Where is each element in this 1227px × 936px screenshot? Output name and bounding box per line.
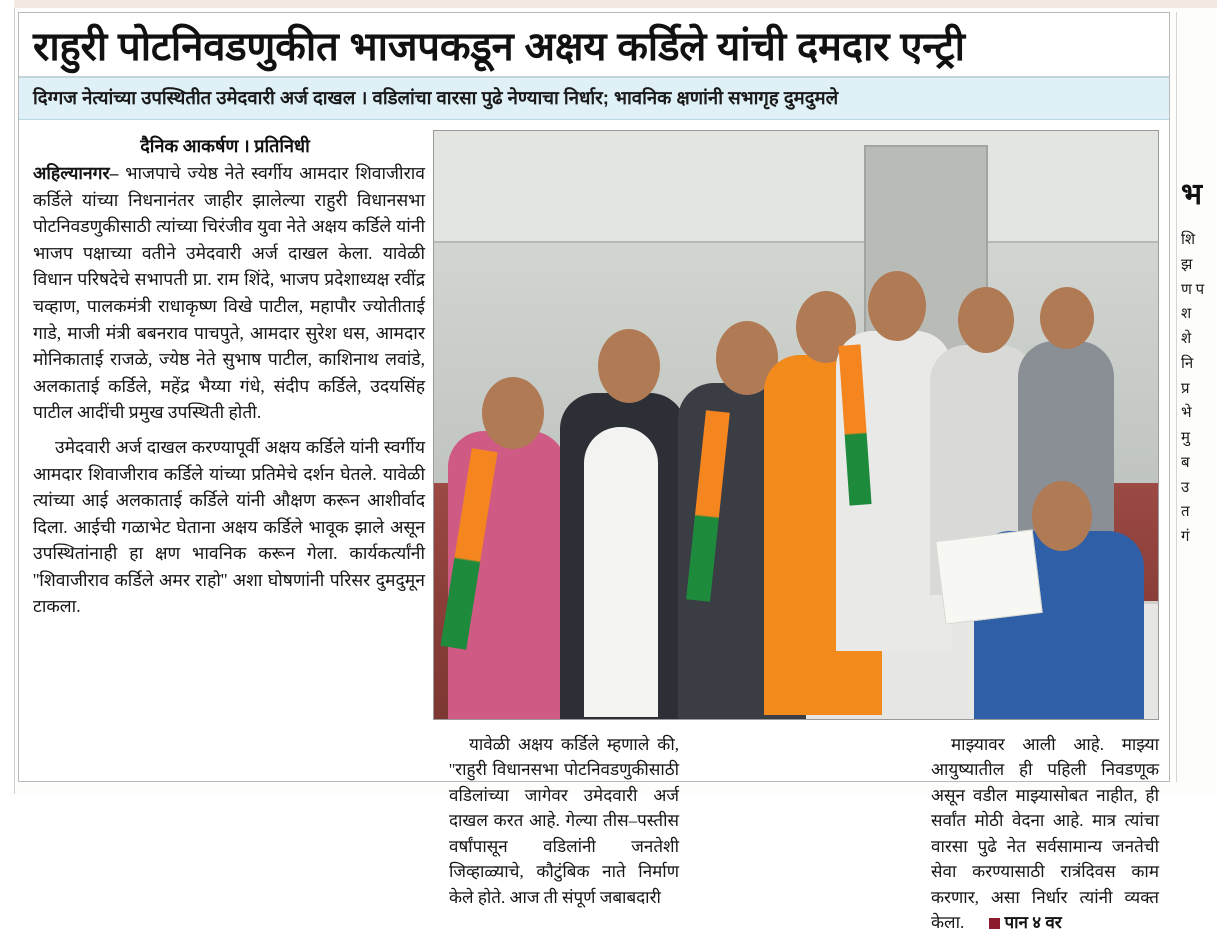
sliver-line: शि <box>1181 232 1196 248</box>
photo-official-head <box>1032 481 1092 551</box>
sliver-line: त <box>1181 504 1190 521</box>
page-top-accent <box>14 0 1227 8</box>
bottom-teaser-strip <box>160 775 1140 793</box>
sliver-line: ण प <box>1181 281 1205 298</box>
page-left-margin <box>0 0 15 794</box>
subheadline: दिग्गज नेत्यांच्या उपस्थितीत उमेदवारी अर्ज दाखल । वडिलांचा वारसा पुढे नेण्याचा निर्धार; भावनिक क्षणांनी सभागृह दुमदुमले <box>33 86 839 108</box>
sliver-line: नि <box>1181 355 1194 372</box>
column-one <box>33 160 425 628</box>
paragraph-two: उमेदवारी अर्ज दाखल करण्यापूर्वी अक्षय कर्डिले यांनी स्वर्गीय आमदार शिवाजीराव कर्डिले यांच्या प्रतिमेचे दर्शन घेतले. यावेळी त्यांच्या आई अलकाताई कर्डिले यांनी औक्षण करून आशीर्वाद दिला. आईची गळाभेट घेताना अक्षय कर्डिले भावूक झाले असून उपस्थितांनाही हा क्षण भावनिक करून गेला. कार्यकर्त्यांनी ''शिवाजीराव कर्डिले अमर राहो'' अशा घोषणांनी परिसर दुमदुमून टाकला. <box>33 436 425 617</box>
sliver-line: श <box>1181 306 1192 323</box>
photo-person-5-head <box>868 271 926 341</box>
subheadline-band <box>19 77 1169 120</box>
sliver-line: उ <box>1181 479 1190 496</box>
article-body <box>19 120 1169 933</box>
photo-person-6-head <box>958 287 1014 353</box>
adjacent-text-fragment <box>1177 210 1221 550</box>
adjacent-headline-fragment: भ <box>1181 178 1203 211</box>
sliver-line: गं <box>1181 529 1190 545</box>
jump-label: पान ४ वर <box>1004 913 1062 933</box>
paragraph-three: यावेळी अक्षय कर्डिले म्हणाले की, ''राहुरी विधानसभा पोटनिवडणुकीसाठी वडिलांच्या जागेवर उमेदवारी अर्ज दाखल करत आहे. गेल्या तीस–पस्तीस वर्षांपासून वडिलांनी जनतेशी जिव्हाळ्याचे, कौटुंबिक नाते निर्माण केले होते. आज ती संपूर्ण जबाबदारी <box>449 734 679 907</box>
sliver-line: शे <box>1181 331 1192 347</box>
paragraph-one-text: भाजपाचे ज्येष्ठ नेते स्वर्गीय आमदार शिवाजीराव कर्डिले यांच्या निधनानंतर जाहीर झालेल्या राहुरी विधानसभा पोटनिवडणुकीसाठी त्यांच्या चिरंजीव युवा नेते अक्षय कर्डिले यांनी भाजप पक्षाच्या वतीने उमेदवारी अर्ज दाखल केला. यावेळी विधान परिषदेचे सभापती प्रा. राम शिंदे, भाजप प्रदेशाध्यक्ष रवींद्र चव्हाण, पालकमंत्री राधाकृष्ण विखे पाटील, महापौर ज्योतीताई गाडे, माजी मंत्री बबनराव पाचपुते, आमदार सुरेश धस, आमदार मोनिकाताई राजळे, ज्येष्ठ नेते सुभाष पाटील, काशिनाथ लवांडे, अलकाताई कर्डिले, महेंद्र भैय्या गंधे, संदीप कर्डिले, उदयसिंह पाटील आदींची प्रमुख उपस्थिती होती. <box>33 162 425 423</box>
paragraph-three-cont <box>691 732 919 758</box>
column-four <box>931 732 1159 936</box>
paragraph-one <box>33 160 425 426</box>
sliver-line: मु <box>1181 430 1190 446</box>
adjacent-article-sliver <box>1176 12 1221 782</box>
dateline: अहिल्यानगर– <box>33 162 119 183</box>
photo-person-2-head <box>598 329 660 403</box>
photo-wall-panel <box>434 131 1159 243</box>
sliver-line: प्र <box>1181 380 1190 397</box>
photo-person-7-head <box>1040 287 1094 349</box>
paragraph-four-text: माझ्यावर आली आहे. माझ्या आयुष्यातील ही पहिली निवडणूक असून वडील माझ्यासोबत नाहीत, ही सर्वांत मोठी वेदना आहे. मात्र त्यांचा वारसा पुढे नेत सर्वसामान्य जनतेची सेवा करण्यासाठी रात्रंदिवस काम करणार, असा निर्धार त्यांनी व्यक्त केला. <box>931 734 1159 933</box>
column-three <box>691 732 919 758</box>
page-title: राहुरी पोटनिवडणुकीत भाजपकडून अक्षय कर्डिले यांची दमदार एन्ट्री <box>33 25 965 69</box>
jump-marker-icon <box>989 918 1000 929</box>
column-two <box>449 732 679 911</box>
headline-block <box>19 13 1169 77</box>
photo-person-1-head <box>482 377 544 449</box>
article-photo <box>433 130 1159 720</box>
sliver-line: भे <box>1181 405 1192 422</box>
byline: दैनिक आकर्षण । प्रतिनिधी <box>140 135 310 156</box>
article-container <box>18 12 1170 933</box>
continued-on-page[interactable] <box>969 910 1062 936</box>
sliver-line: ब <box>1181 454 1190 471</box>
paragraph-four <box>931 732 1159 936</box>
sliver-line: झ <box>1181 256 1193 273</box>
photo-person-2-shirt <box>584 427 658 717</box>
photo-nomination-form <box>935 529 1043 624</box>
